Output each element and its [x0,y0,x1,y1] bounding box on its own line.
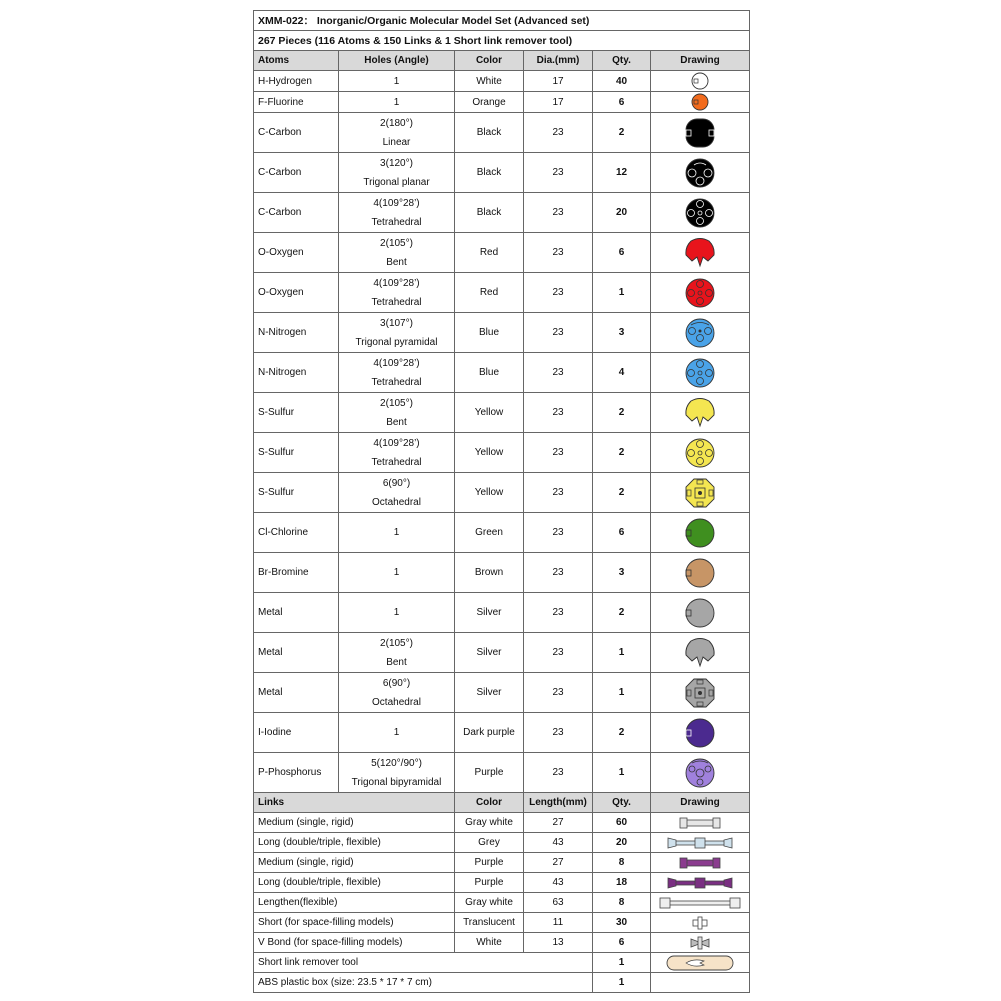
atom-color: Yellow [455,393,524,433]
link-name: Medium (single, rigid) [254,853,455,873]
atom-drawing [651,393,750,433]
atom-drawing [651,593,750,633]
atom-bent-icon [651,395,749,431]
atom-bipyramidal-icon [651,755,749,791]
geometry-label: Bent [386,656,407,668]
atom-name: C-Carbon [254,113,339,153]
extra-row [254,973,750,993]
link-length: 11 [524,913,593,933]
atom-row [254,71,750,92]
atom-row [254,473,750,513]
atom-drawing [651,673,750,713]
atom-diameter: 17 [524,92,593,113]
atom-color: Silver [455,633,524,673]
atom-qty: 40 [593,71,651,92]
atom-name: P-Phosphorus [254,753,339,793]
atom-qty: 6 [593,92,651,113]
atom-qty: 1 [593,673,651,713]
link-qty: 30 [593,913,651,933]
link-length: 43 [524,873,593,893]
link-qty: 8 [593,893,651,913]
atom-color: Silver [455,673,524,713]
link-length: 27 [524,853,593,873]
geometry-label: Octahedral [372,496,421,508]
atom-color: Brown [455,553,524,593]
hole-count: 3(107°) [380,317,413,329]
atom-color: Yellow [455,433,524,473]
title-row [254,11,750,31]
geometry-label: Octahedral [372,696,421,708]
atom-drawing [651,233,750,273]
hole-count: 1 [393,75,400,87]
link-drawing [651,893,750,913]
table-subtitle: 267 Pieces (116 Atoms & 150 Links & 1 Short link remover tool) [254,31,750,51]
hole-count: 4(109°28’) [373,437,420,449]
atom-qty: 20 [593,193,651,233]
atom-color: White [455,71,524,92]
hole-count: 1 [393,567,400,578]
atom-row [254,273,750,313]
extra-qty: 1 [593,953,651,973]
atom-diameter: 23 [524,273,593,313]
atom-diameter: 23 [524,113,593,153]
atom-name: H-Hydrogen [254,71,339,92]
hole-count: 2(180°) [380,117,413,129]
link-color: Gray white [455,813,524,833]
atom-diameter: 23 [524,433,593,473]
atom-one-hole-icon [651,515,749,551]
atom-color: Red [455,233,524,273]
atom-name: Cl-Chlorine [254,513,339,553]
atom-row [254,393,750,433]
atom-diameter: 23 [524,153,593,193]
hole-count: 6(90°) [382,677,411,689]
extra-drawing [651,973,750,993]
atom-color: Green [455,513,524,553]
atom-row [254,633,750,673]
atom-diameter: 23 [524,473,593,513]
link-qty: 18 [593,873,651,893]
link-color: White [455,933,524,953]
atom-name: N-Nitrogen [254,353,339,393]
extra-name: ABS plastic box (size: 23.5 * 17 * 7 cm) [254,973,593,993]
atom-drawing [651,313,750,353]
link-qty: 60 [593,813,651,833]
atom-holes [339,393,455,433]
atom-pyramidal-icon [651,315,749,351]
link-row [254,893,750,913]
atom-diameter: 23 [524,513,593,553]
atom-holes [339,433,455,473]
link-drawing-col-header: Drawing [651,793,750,813]
atom-qty: 12 [593,153,651,193]
atom-holes [339,593,455,633]
drawing-col-header: Drawing [651,51,750,71]
dia-col-header: Dia.(mm) [524,51,593,71]
atom-tetrahedral-icon [651,435,749,471]
atom-drawing [651,113,750,153]
atom-drawing [651,713,750,753]
atom-qty: 1 [593,753,651,793]
geometry-label: Linear [382,136,411,148]
atom-row [254,713,750,753]
geometry-label: Bent [386,416,407,428]
link-medium-icon [651,855,749,871]
atom-trigonal-icon [651,155,749,191]
link-row [254,833,750,853]
geometry-label: Tetrahedral [371,216,422,228]
atom-drawing [651,753,750,793]
link-row [254,853,750,873]
atom-drawing [651,353,750,393]
qty-col-header: Qty. [593,51,651,71]
atom-color: Black [455,153,524,193]
geometry-label: Tetrahedral [371,376,422,388]
geometry-label: Tetrahedral [371,296,422,308]
link-length: 43 [524,833,593,853]
hole-count: 4(109°28’) [373,197,420,209]
link-row [254,933,750,953]
atom-row [254,753,750,793]
atom-qty: 6 [593,233,651,273]
atom-tetrahedral-icon [651,275,749,311]
hole-count: 1 [393,727,400,738]
atom-row [254,513,750,553]
hole-count: 4(109°28’) [373,357,420,369]
atom-bent-icon [651,635,749,671]
link-qty: 20 [593,833,651,853]
hole-count: 2(105°) [380,397,413,409]
link-drawing [651,873,750,893]
atom-octahedral-icon [651,675,749,711]
color-col-header: Color [455,51,524,71]
atom-drawing [651,92,750,113]
atom-drawing [651,553,750,593]
parts-list-table [253,10,750,993]
hole-count: 2(105°) [380,637,413,649]
atom-diameter: 23 [524,713,593,753]
atom-holes [339,513,455,553]
atom-color: Orange [455,92,524,113]
hole-count: 4(109°28’) [373,277,420,289]
atom-diameter: 17 [524,71,593,92]
atom-holes [339,273,455,313]
link-color: Purple [455,853,524,873]
atom-drawing [651,273,750,313]
atom-diameter: 23 [524,313,593,353]
atom-color: Red [455,273,524,313]
extra-drawing [651,953,750,973]
extra-name: Short link remover tool [254,953,593,973]
atom-octahedral-icon [651,475,749,511]
atom-qty: 2 [593,593,651,633]
atom-name: S-Sulfur [254,473,339,513]
atom-holes [339,113,455,153]
holes-col-header: Holes (Angle) [339,51,455,71]
atom-name: C-Carbon [254,153,339,193]
atom-name: Br-Bromine [254,553,339,593]
atom-color: Dark purple [455,713,524,753]
atom-linear-icon [651,115,749,151]
atom-row [254,92,750,113]
atom-one-hole-icon [651,595,749,631]
atom-holes [339,193,455,233]
atom-name: Metal [254,593,339,633]
link-color: Grey [455,833,524,853]
link-drawing [651,853,750,873]
hole-count: 3(120°) [380,157,413,169]
atom-row [254,233,750,273]
link-name: Lengthen(flexible) [254,893,455,913]
atom-one-hole-icon [651,715,749,751]
atom-one-hole-icon [651,555,749,591]
atom-diameter: 23 [524,593,593,633]
atom-row [254,553,750,593]
link-v-icon [651,935,749,951]
atom-row [254,353,750,393]
atom-diameter: 23 [524,633,593,673]
atom-diameter: 23 [524,673,593,713]
atom-qty: 4 [593,353,651,393]
links-header-row [254,793,750,813]
atom-name: O-Oxygen [254,233,339,273]
atom-qty: 3 [593,313,651,353]
atom-drawing [651,473,750,513]
hole-count: 5(120°/90°) [371,757,422,769]
link-color: Purple [455,873,524,893]
atoms-col-header: Atoms [254,51,339,71]
atom-color: Blue [455,353,524,393]
link-length: 13 [524,933,593,953]
atom-one-hole-small-icon [651,92,749,112]
geometry-label: Tetrahedral [371,456,422,468]
atom-diameter: 23 [524,353,593,393]
geometry-label: Trigonal planar [363,176,430,188]
hole-count: 6(90°) [382,477,411,489]
atom-qty: 3 [593,553,651,593]
atom-diameter: 23 [524,393,593,433]
links-col-header: Links [254,793,455,813]
atom-name: S-Sulfur [254,393,339,433]
atom-one-hole-small-icon [651,71,749,91]
atom-diameter: 23 [524,753,593,793]
atom-diameter: 23 [524,553,593,593]
hole-count: 1 [393,96,400,108]
atom-name: O-Oxygen [254,273,339,313]
atom-row [254,313,750,353]
link-long-icon [651,875,749,891]
link-name: Medium (single, rigid) [254,813,455,833]
atom-color: Black [455,113,524,153]
extra-row [254,953,750,973]
atom-color: Yellow [455,473,524,513]
atom-row [254,113,750,153]
atom-row [254,593,750,633]
atom-holes [339,233,455,273]
atom-tetrahedral-icon [651,195,749,231]
link-length: 63 [524,893,593,913]
hole-count: 1 [393,607,400,618]
link-row [254,813,750,833]
atom-holes [339,673,455,713]
atom-diameter: 23 [524,233,593,273]
link-qty: 6 [593,933,651,953]
link-color: Translucent [455,913,524,933]
link-drawing [651,913,750,933]
atom-color: Silver [455,593,524,633]
atom-holes [339,313,455,353]
atom-drawing [651,193,750,233]
atom-row [254,433,750,473]
atom-qty: 6 [593,513,651,553]
atom-row [254,673,750,713]
atom-holes [339,92,455,113]
link-name: Long (double/triple, flexible) [254,833,455,853]
link-drawing [651,813,750,833]
atom-qty: 2 [593,433,651,473]
atom-name: C-Carbon [254,193,339,233]
link-medium-icon [651,815,749,831]
extra-qty: 1 [593,973,651,993]
atom-qty: 1 [593,273,651,313]
atom-name: S-Sulfur [254,433,339,473]
atom-holes [339,753,455,793]
atom-qty: 1 [593,633,651,673]
remover-tool-icon [651,954,749,972]
atom-row [254,193,750,233]
atom-color: Black [455,193,524,233]
link-qty: 8 [593,853,651,873]
atom-holes [339,153,455,193]
atom-color: Blue [455,313,524,353]
subtitle-row [254,31,750,51]
link-row [254,873,750,893]
link-drawing [651,833,750,853]
atoms-header-row [254,51,750,71]
atom-drawing [651,433,750,473]
atom-holes [339,713,455,753]
hole-count: 1 [393,527,400,538]
geometry-label: Bent [386,256,407,268]
atom-qty: 2 [593,113,651,153]
link-long-icon [651,835,749,851]
atom-holes [339,633,455,673]
link-qty-col-header: Qty. [593,793,651,813]
atom-name: I-Iodine [254,713,339,753]
atom-holes [339,353,455,393]
atom-drawing [651,71,750,92]
link-name: Short (for space-filling models) [254,913,455,933]
geometry-label: Trigonal pyramidal [355,336,438,348]
link-short-icon [651,915,749,931]
link-length: 27 [524,813,593,833]
atom-qty: 2 [593,473,651,513]
atom-drawing [651,513,750,553]
atom-name: Metal [254,673,339,713]
link-drawing [651,933,750,953]
atom-qty: 2 [593,713,651,753]
atom-drawing [651,633,750,673]
atom-name: N-Nitrogen [254,313,339,353]
length-col-header: Length(mm) [524,793,593,813]
atom-holes [339,473,455,513]
atom-diameter: 23 [524,193,593,233]
atom-name: F-Fluorine [254,92,339,113]
link-color: Gray white [455,893,524,913]
link-row [254,913,750,933]
atom-holes [339,553,455,593]
atom-qty: 2 [593,393,651,433]
atom-row [254,153,750,193]
atom-color: Purple [455,753,524,793]
atom-name: Metal [254,633,339,673]
atom-drawing [651,153,750,193]
atom-tetrahedral-icon [651,355,749,391]
link-lengthen-icon [651,895,749,911]
atom-bent-icon [651,235,749,271]
link-name: V Bond (for space-filling models) [254,933,455,953]
hole-count: 2(105°) [380,237,413,249]
link-name: Long (double/triple, flexible) [254,873,455,893]
atom-holes [339,71,455,92]
geometry-label: Trigonal bipyramidal [351,776,442,788]
link-color-col-header: Color [455,793,524,813]
table-title: XMM-022： Inorganic/Organic Molecular Model Set (Advanced set) [254,11,750,31]
